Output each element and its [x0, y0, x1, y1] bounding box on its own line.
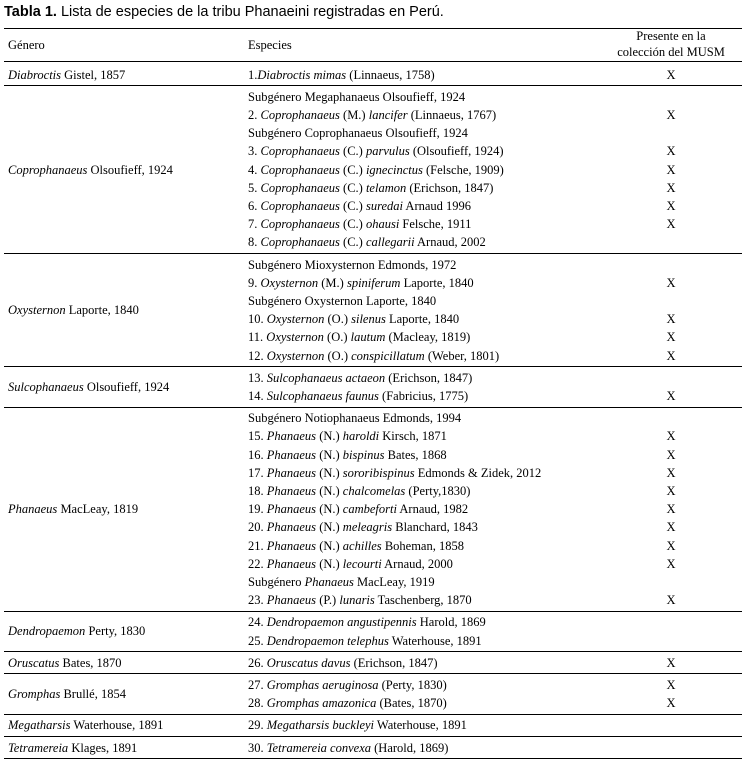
species-text: (M.): [318, 275, 347, 290]
species-cell: [248, 716, 467, 734]
musm-presence-mark: X: [666, 429, 676, 444]
species-name-italic: lautum: [350, 330, 386, 345]
species-text: (N.): [316, 520, 343, 535]
genus-cell: [8, 716, 163, 734]
species-text: (Weber, 1801): [424, 348, 500, 363]
species-text: (C.): [339, 162, 366, 177]
species-cell: [248, 88, 465, 106]
species-text: Waterhouse, 1891: [388, 633, 482, 648]
musm-presence-mark: X: [666, 348, 676, 363]
species-name-italic: Coprophanaeus: [260, 162, 340, 177]
group-separator-rule: [4, 85, 742, 86]
genus-name: Megatharsis: [8, 718, 71, 733]
genus-name: Dendropaemon: [8, 624, 86, 639]
species-text: Harold, 1869: [416, 615, 486, 630]
species-text: (Olsoufieff, 1924): [409, 144, 504, 159]
species-text: (C.): [339, 235, 366, 250]
musm-presence-mark: [600, 256, 742, 274]
species-name-italic: Phanaeus: [266, 429, 317, 444]
group-separator-rule: [4, 611, 742, 612]
species-text: (O.): [323, 330, 351, 345]
musm-presence-mark: X: [666, 388, 676, 403]
species-name-italic: sororibispinus: [342, 465, 415, 480]
species-text: (Perty, 1830): [378, 677, 447, 692]
species-name-italic: Coprophanaeus: [260, 198, 340, 213]
genus-cell: [8, 685, 126, 703]
species-text: 24.: [248, 615, 267, 630]
species-name-italic: lunaris: [339, 593, 375, 608]
species-text: (M.): [339, 107, 369, 122]
musm-presence-mark: X: [666, 198, 676, 213]
species-cell: [248, 310, 459, 328]
species-text: Laporte, 1840: [385, 312, 460, 327]
genus-author: Gistel, 1857: [61, 67, 126, 82]
species-name-italic: meleagris: [342, 520, 393, 535]
species-name-italic: chalcomelas: [342, 483, 406, 498]
species-name-italic: Phanaeus: [266, 447, 317, 462]
species-text: (O.): [324, 312, 352, 327]
species-cell: [248, 161, 504, 179]
species-name-italic: Oxysternon: [266, 348, 325, 363]
musm-presence-mark: X: [666, 67, 676, 82]
species-text: 25.: [248, 633, 267, 648]
species-cell: [248, 215, 471, 233]
species-text: Arnaud, 1982: [396, 502, 469, 517]
species-text: 13.: [248, 370, 267, 385]
musm-presence-mark: [600, 632, 742, 650]
species-cell: [248, 347, 499, 365]
genus-author: Waterhouse, 1891: [70, 718, 164, 733]
genus-cell: [8, 654, 122, 672]
species-cell: [248, 573, 435, 591]
species-name-italic: Phanaeus: [266, 483, 317, 498]
species-text: (C.): [339, 180, 366, 195]
species-name-italic: silenus: [351, 312, 386, 327]
species-text: 30.: [248, 740, 267, 755]
genus-name: Gromphas: [8, 687, 61, 701]
table-caption-label: Tabla 1.: [4, 4, 57, 20]
musm-presence-mark: [600, 739, 742, 757]
species-text: Subgénero Megaphanaeus Olsoufieff, 1924: [248, 89, 466, 104]
species-text: Felsche, 1911: [399, 217, 472, 232]
genus-author: Perty, 1830: [85, 624, 146, 639]
musm-presence-mark: X: [666, 162, 676, 177]
species-text: Arnaud, 2000: [381, 556, 453, 571]
musm-presence-mark: X: [666, 144, 676, 159]
species-cell: [248, 369, 472, 387]
species-text: (Linnaeus, 1767): [407, 107, 497, 122]
species-name-italic: Phanaeus: [266, 502, 317, 517]
species-text: 17.: [248, 465, 267, 480]
species-text: Arnaud 1996: [403, 198, 472, 213]
species-cell: [248, 654, 438, 672]
species-cell: [248, 256, 456, 274]
species-text: 22.: [248, 556, 267, 571]
species-name-italic: lancifer: [368, 107, 408, 122]
genus-cell: [8, 66, 125, 84]
group-separator-rule: [4, 736, 742, 737]
species-name-italic: Phanaeus: [266, 593, 317, 608]
genus-name: Tetramereia: [8, 740, 69, 755]
group-separator-rule: [4, 366, 742, 367]
header-genero: Género: [8, 38, 45, 52]
table-caption: [4, 4, 444, 20]
species-name-italic: lecourti: [342, 556, 382, 571]
species-name-italic: Coprophanaeus: [260, 180, 340, 195]
musm-presence-mark: X: [666, 447, 676, 462]
species-name-italic: Oxysternon: [266, 330, 324, 345]
species-text: (O.): [324, 348, 352, 363]
header-bottom-rule: [4, 61, 742, 62]
genus-name: Diabroctis: [8, 67, 62, 82]
species-text: 3.: [248, 144, 261, 159]
genus-author: Bates, 1870: [59, 655, 122, 670]
species-text: (N.): [316, 447, 343, 462]
genus-name: Sulcophanaeus: [8, 379, 84, 394]
species-name-italic: Sulcophanaeus faunus: [266, 388, 379, 403]
species-text: Subgénero Coprophanaeus Olsoufieff, 1924: [248, 126, 468, 141]
species-cell: [248, 694, 447, 712]
species-cell: [248, 613, 486, 631]
species-cell: [248, 292, 436, 310]
species-text: 23.: [248, 593, 267, 608]
species-text: (Erichson, 1847): [385, 370, 473, 385]
musm-presence-mark: [600, 409, 742, 427]
genus-name: Coprophanaeus: [8, 162, 88, 177]
species-text: 12.: [248, 348, 267, 363]
species-text: (Erichson, 1847): [406, 180, 494, 195]
musm-presence-mark: [600, 613, 742, 631]
musm-presence-mark: [600, 573, 742, 591]
species-name-italic: Tetramereia convexa: [266, 740, 372, 755]
species-text: Subgénero Oxysternon Laporte, 1840: [248, 293, 437, 308]
group-separator-rule: [4, 714, 742, 715]
species-name-italic: Megatharsis buckleyi: [266, 718, 375, 733]
species-text: Kirsch, 1871: [379, 429, 447, 444]
species-cell: [248, 233, 486, 251]
species-text: 7.: [248, 217, 261, 232]
species-cell: [248, 464, 541, 482]
musm-presence-mark: X: [666, 312, 676, 327]
musm-presence-mark: X: [666, 655, 676, 670]
species-name-italic: Phanaeus: [266, 538, 317, 553]
genus-cell: [8, 378, 169, 396]
musm-presence-mark: X: [666, 107, 676, 122]
species-text: (C.): [339, 144, 366, 159]
genus-author: MacLeay, 1819: [57, 502, 139, 517]
musm-presence-mark: [600, 292, 742, 310]
species-cell: [248, 427, 447, 445]
species-name-italic: Coprophanaeus: [260, 235, 340, 250]
species-text: 15.: [248, 429, 267, 444]
species-name-italic: Oxysternon: [260, 275, 319, 290]
species-cell: [248, 537, 464, 555]
species-name-italic: Gromphas amazonica: [266, 696, 377, 711]
species-text: (N.): [316, 538, 343, 553]
species-cell: [248, 106, 496, 124]
species-text: Edmonds & Zidek, 2012: [414, 465, 542, 480]
musm-presence-mark: X: [666, 217, 676, 232]
species-text: (C.): [339, 198, 366, 213]
group-separator-rule: [4, 253, 742, 254]
species-text: (Erichson, 1847): [350, 655, 438, 670]
genus-author: Brullé, 1854: [60, 687, 126, 701]
species-text: 28.: [248, 696, 267, 711]
header-presente-line2: colección del MUSM: [617, 45, 725, 59]
species-text: 27.: [248, 677, 267, 692]
species-text: (Felsche, 1909): [422, 162, 504, 177]
species-text: Subgénero: [248, 574, 305, 589]
species-text: 10.: [248, 312, 267, 327]
species-name-italic: conspicillatum: [351, 348, 425, 363]
species-cell: [248, 591, 472, 609]
musm-presence-mark: [600, 369, 742, 387]
musm-presence-mark: X: [666, 696, 676, 711]
musm-presence-mark: X: [666, 677, 676, 692]
species-name-italic: Dendropaemon telephus: [266, 633, 389, 648]
species-text: (Perty,1830): [405, 483, 471, 498]
species-text: 14.: [248, 388, 267, 403]
species-text: Subgénero Mioxysternon Edmonds, 1972: [248, 257, 457, 272]
musm-presence-mark: X: [666, 520, 676, 535]
species-text: 5.: [248, 180, 261, 195]
musm-presence-mark: [600, 233, 742, 251]
species-text: 4.: [248, 162, 261, 177]
species-name-italic: Phanaeus: [266, 520, 317, 535]
species-name-italic: bispinus: [342, 447, 385, 462]
species-name-italic: cambeforti: [342, 502, 397, 517]
genus-author: Olsoufieff, 1924: [83, 379, 170, 394]
species-cell: [248, 409, 461, 427]
species-text: MacLeay, 1919: [353, 574, 435, 589]
species-name-italic: ignecinctus: [365, 162, 423, 177]
species-text: Arnaud, 2002: [414, 235, 486, 250]
genus-name: Phanaeus: [8, 502, 58, 517]
genus-author: Laporte, 1840: [65, 303, 139, 317]
species-text: Boheman, 1858: [381, 538, 464, 553]
species-text: 19.: [248, 502, 267, 517]
musm-presence-mark: X: [666, 330, 676, 345]
species-text: 8.: [248, 235, 261, 250]
species-text: Blanchard, 1843: [392, 520, 478, 535]
species-cell: [248, 387, 468, 405]
species-text: (C.): [339, 217, 366, 232]
species-text: Waterhouse, 1891: [374, 718, 467, 733]
species-text: (Linnaeus, 1758): [346, 67, 435, 82]
species-cell: [248, 632, 482, 650]
species-cell: [248, 446, 447, 464]
species-cell: [248, 179, 493, 197]
species-name-italic: suredai: [365, 198, 403, 213]
musm-presence-mark: X: [666, 538, 676, 553]
species-text: 18.: [248, 483, 267, 498]
group-separator-rule: [4, 651, 742, 652]
species-text: Laporte, 1840: [400, 275, 474, 290]
species-text: (Bates, 1870): [376, 696, 447, 711]
species-text: 11.: [248, 330, 267, 345]
species-name-italic: telamon: [365, 180, 407, 195]
musm-presence-mark: X: [666, 275, 676, 290]
species-text: (P.): [316, 593, 340, 608]
species-text: Bates, 1868: [384, 447, 447, 462]
species-text: 16.: [248, 447, 267, 462]
species-text: 20.: [248, 520, 267, 535]
species-text: (N.): [316, 556, 343, 571]
species-text: 9.: [248, 275, 261, 290]
group-separator-rule: [4, 673, 742, 674]
species-name-italic: Coprophanaeus: [260, 217, 340, 232]
species-name-italic: parvulus: [365, 144, 410, 159]
musm-presence-mark: [600, 88, 742, 106]
species-name-italic: Coprophanaeus: [260, 107, 340, 122]
species-text: 29.: [248, 718, 267, 733]
species-text: (N.): [316, 502, 343, 517]
species-cell: [248, 142, 504, 160]
genus-cell: [8, 500, 138, 518]
species-cell: [248, 124, 468, 142]
species-name-italic: Sulcophanaeus actaeon: [266, 370, 386, 385]
musm-presence-mark: X: [666, 180, 676, 195]
species-text: Subgénero Notiophanaeus Edmonds, 1994: [248, 411, 462, 426]
musm-presence-mark: X: [666, 502, 676, 517]
species-text: (Fabricius, 1775): [378, 388, 469, 403]
species-name-italic: achilles: [342, 538, 382, 553]
species-name-italic: Phanaeus: [304, 574, 354, 589]
species-name-italic: Diabroctis mimas: [257, 67, 347, 82]
species-name-italic: Phanaeus: [266, 556, 317, 571]
genus-author: Klages, 1891: [68, 740, 138, 755]
species-text: (N.): [316, 483, 343, 498]
species-cell: [248, 274, 474, 292]
species-name-italic: Oxysternon: [266, 312, 325, 327]
species-name-italic: Oruscatus davus: [266, 655, 351, 670]
species-text: 21.: [248, 538, 267, 553]
genus-author: Olsoufieff, 1924: [87, 162, 173, 177]
species-text: (N.): [316, 429, 343, 444]
table-caption-text: Lista de especies de la tribu Phanaeini registradas en Perú.: [56, 4, 444, 20]
musm-presence-mark: X: [666, 483, 676, 498]
genus-cell: [8, 739, 137, 757]
group-separator-rule: [4, 407, 742, 408]
species-cell: [248, 555, 453, 573]
genus-cell: [8, 301, 139, 319]
species-text: (Harold, 1869): [371, 740, 449, 755]
species-text: Taschenberg, 1870: [374, 593, 472, 608]
species-cell: [248, 500, 468, 518]
species-name-italic: haroldi: [342, 429, 380, 444]
species-name-italic: Phanaeus: [266, 465, 317, 480]
species-name-italic: spiniferum: [346, 275, 401, 290]
species-cell: [248, 518, 478, 536]
species-cell: [248, 66, 435, 84]
musm-presence-mark: X: [666, 556, 676, 571]
species-text: 1.: [248, 67, 258, 82]
species-text: (Macleay, 1819): [385, 330, 471, 345]
header-especies: Especies: [248, 38, 292, 52]
musm-presence-mark: X: [666, 465, 676, 480]
header-presente-line1: Presente en la: [636, 29, 706, 43]
species-cell: [248, 739, 448, 757]
genus-cell: [8, 161, 173, 179]
musm-presence-mark: X: [666, 593, 676, 608]
species-cell: [248, 328, 470, 346]
species-text: 2.: [248, 107, 261, 122]
musm-presence-mark: [600, 124, 742, 142]
genus-name: Oruscatus: [8, 655, 60, 670]
species-name-italic: Coprophanaeus: [260, 144, 340, 159]
species-name-italic: callegarii: [365, 235, 415, 250]
genus-cell: [8, 622, 145, 640]
species-name-italic: Dendropaemon angustipennis: [266, 615, 417, 630]
species-cell: [248, 482, 470, 500]
species-text: 26.: [248, 655, 267, 670]
musm-presence-mark: [600, 716, 742, 734]
species-name-italic: Gromphas aeruginosa: [266, 677, 379, 692]
species-cell: [248, 676, 447, 694]
species-cell: [248, 197, 471, 215]
species-name-italic: ohausi: [365, 217, 400, 232]
species-text: 6.: [248, 198, 261, 213]
genus-name: Oxysternon: [8, 303, 66, 317]
species-text: (N.): [316, 465, 343, 480]
